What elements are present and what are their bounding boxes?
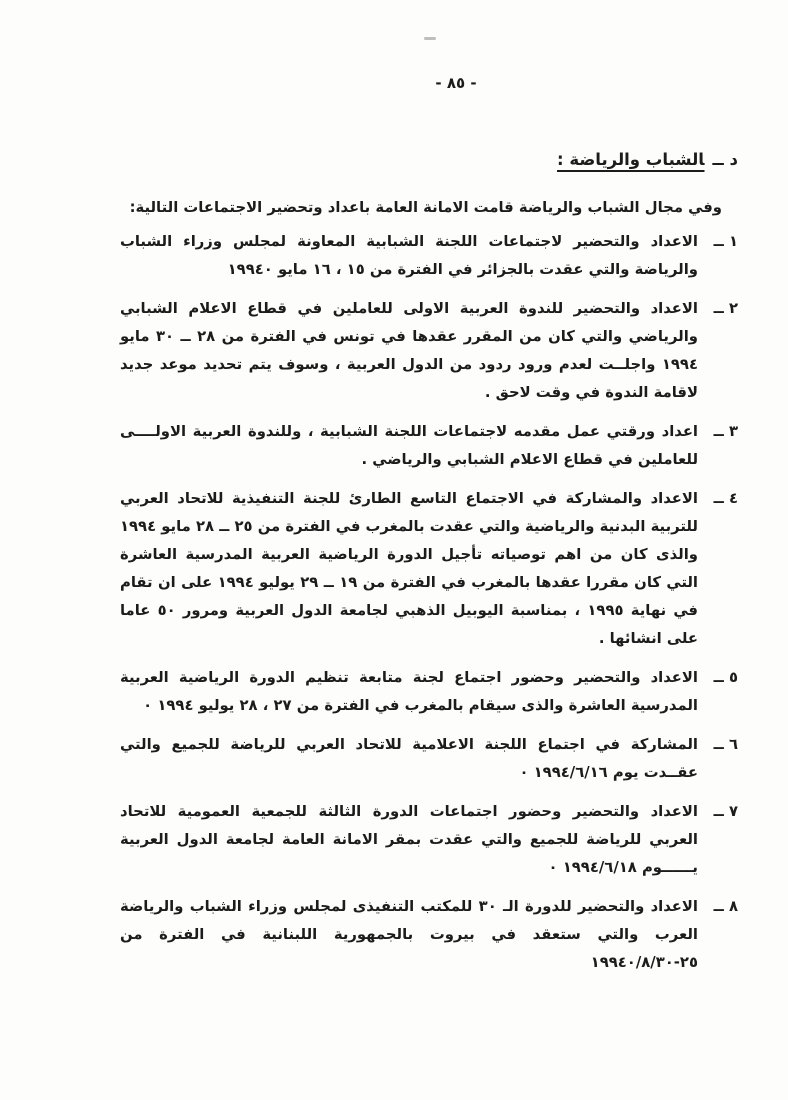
- numbered-item: [120, 295, 738, 407]
- item-text: الاعداد والمشاركة في الاجتماع التاسع الطارئ للجنة التنفيذية للاتحاد العربي للتربية البدنية والرياضية والتي عقدت بالمغرب في الفترة من ٢٥ ــ ٢٨ مايو ١٩٩٤ والذى كان من اهم توصياته تأجيل الدورة الرياضية العربية المدرسية العاشرة التي كان مقررا عقدها بالمغرب في الفترة من ١٩ ــ ٢٩ يوليو ١٩٩٤ على ان تقام في نهاية ١٩٩٥ ، بمناسبة اليوبيل الذهبي لجامعة الدول العربية ومرور ٥٠ عاما على انشائها .: [119, 490, 699, 647]
- item-text: الاعداد والتحضير لاجتماعات اللجنة الشبابية المعاونة لمجلس وزراء الشباب والرياضة والتي عقدت بالجزائر في الفترة من ١٥ ، ١٦ مايو ١٩٩٤٠: [120, 233, 698, 278]
- item-number: ١ ــ: [713, 233, 738, 250]
- item-text: المشاركة في اجتماع اللجنة الاعلامية للاتحاد العربي للرياضة للجميع والتي عقــدت يوم ١٦‏/٦‏/١٩٩٤ ٠: [120, 736, 698, 781]
- section-letter: د ــ: [712, 150, 738, 169]
- meetings-list: [120, 228, 738, 977]
- numbered-item: [120, 731, 738, 787]
- section-heading: [557, 150, 738, 169]
- item-number: ٢ ــ: [713, 300, 738, 317]
- item-number: ٣ ــ: [713, 423, 738, 440]
- numbered-item: [120, 664, 738, 720]
- item-number: ٤ ــ: [713, 490, 738, 507]
- page-number: - ٨٥ -: [435, 74, 477, 92]
- item-text: الاعداد والتحضير للدورة الـ ٣٠ للمكتب التنفيذى لمجلس وزراء الشباب والرياضة العرب والتي ستعقد في بيروت بالجمهورية اللبنانية في الفترة من ٢٥-٣٠‏/٨‏/١٩٩٤٠: [120, 898, 698, 971]
- numbered-item: [120, 418, 738, 474]
- numbered-item: [120, 228, 738, 284]
- item-number: ٨ ــ: [713, 898, 738, 915]
- scan-artifact: [424, 37, 436, 40]
- item-number: ٦ ــ: [713, 736, 738, 753]
- intro-paragraph: وفي مجال الشباب والرياضة قامت الامانة العامة باعداد وتحضير الاجتماعات التالية:: [129, 199, 722, 216]
- item-text: الاعداد والتحضير وحضور اجتماعات الدورة الثالثة للجمعية العمومية للاتحاد العربي للرياضة للجميع والتي عقدت بمقر الامانة العامة لجامعة الدول العربية يــــــوم ١٨‏/٦‏/١٩٩٤ ٠: [120, 803, 698, 876]
- item-number: ٧ ــ: [713, 803, 738, 820]
- item-text: الاعداد والتحضير للندوة العربية الاولى للعاملين في قطاع الاعلام الشبابي والرياضي والتي كان من المقرر عقدها في تونس في الفترة من ٢٨ ــ ٣٠ مايو ١٩٩٤ واجلــت لعدم ورود ردود من الدول العربية ، وسوف يتم تحديد موعد جديد لاقامة الندوة في وقت لاحق .: [120, 300, 698, 401]
- numbered-item: [120, 798, 738, 882]
- item-text: الاعداد والتحضير وحضور اجتماع لجنة متابعة تنظيم الدورة الرياضية العربية المدرسية العاشرة والذى سيقام بالمغرب في الفترة من ٢٧ ، ٢٨ يوليو ١٩٩٤ ٠: [120, 669, 698, 714]
- numbered-item: [120, 893, 738, 977]
- document-body: [120, 194, 738, 988]
- item-number: ٥ ــ: [713, 669, 738, 686]
- section-title: الشباب والرياضة :: [557, 150, 705, 169]
- numbered-item: [120, 485, 738, 653]
- item-text: اعداد ورقتي عمل مقدمه لاجتماعات اللجنة الشبابية ، وللندوة العربية الاولــــى للعاملين في قطاع الاعلام الشبابي والرياضي .: [120, 423, 698, 468]
